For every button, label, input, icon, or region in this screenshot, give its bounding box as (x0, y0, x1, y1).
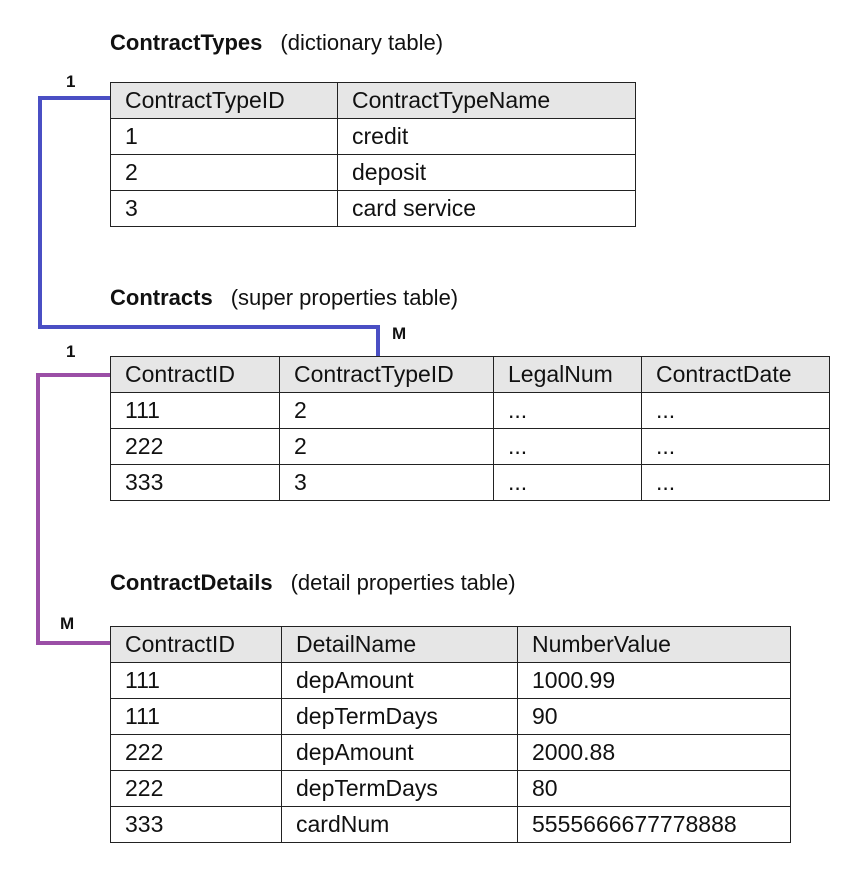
table-cell: 333 (111, 465, 280, 501)
table-cell: 3 (280, 465, 494, 501)
table-cell: 222 (111, 735, 282, 771)
cardinality-many-label: M (392, 324, 407, 343)
table-name: Contracts (110, 285, 213, 310)
table-subtitle: (super properties table) (230, 285, 459, 310)
cardinality-many-label: M (60, 614, 75, 633)
table-cell: 222 (111, 771, 282, 807)
table-name: ContractDetails (110, 570, 273, 595)
table-row (111, 699, 791, 735)
table-cell: ... (494, 429, 642, 465)
column-header: ContractTypeID (280, 357, 494, 393)
table-cell: depTermDays (282, 699, 518, 735)
table-cell: depAmount (282, 663, 518, 699)
table-header-row (111, 83, 636, 119)
table-title (110, 285, 458, 311)
cardinality-one-label: 1 (66, 342, 76, 361)
cardinality-one-label: 1 (66, 72, 76, 91)
table-cell: 111 (111, 663, 282, 699)
table-row (111, 663, 791, 699)
table-cell: ... (494, 465, 642, 501)
table-subtitle: (detail properties table) (290, 570, 516, 595)
table-cell: deposit (338, 155, 636, 191)
table-cell: depAmount (282, 735, 518, 771)
table-cell: 1 (111, 119, 338, 155)
table-cell: ... (642, 429, 830, 465)
table-cell: 3 (111, 191, 338, 227)
table-cell: ... (642, 393, 830, 429)
table-row (111, 191, 636, 227)
table-cell: 5555666677778888 (518, 807, 791, 843)
table-cell: card service (338, 191, 636, 227)
table-cell: ... (494, 393, 642, 429)
column-header: ContractTypeName (338, 83, 636, 119)
table-cell: 222 (111, 429, 280, 465)
table-cell: credit (338, 119, 636, 155)
table-title (110, 30, 443, 56)
contracttypes-table (110, 82, 636, 227)
table-cell: 2 (280, 393, 494, 429)
column-header: NumberValue (518, 627, 791, 663)
table-header-row (111, 627, 791, 663)
table-subtitle: (dictionary table) (280, 30, 444, 55)
column-header: ContractTypeID (111, 83, 338, 119)
column-header: ContractID (111, 627, 282, 663)
table-title (110, 570, 516, 596)
table-cell: 333 (111, 807, 282, 843)
table-cell: depTermDays (282, 771, 518, 807)
table-row (111, 807, 791, 843)
table-row (111, 735, 791, 771)
table-row (111, 771, 791, 807)
table-cell: 1000.99 (518, 663, 791, 699)
contractdetails-table (110, 626, 791, 843)
table-row (111, 393, 830, 429)
table-cell: 2 (280, 429, 494, 465)
column-header: LegalNum (494, 357, 642, 393)
table-cell: ... (642, 465, 830, 501)
table-header-row (111, 357, 830, 393)
table-cell: 111 (111, 393, 280, 429)
table-cell: cardNum (282, 807, 518, 843)
table-row (111, 155, 636, 191)
table-row (111, 429, 830, 465)
table-cell: 90 (518, 699, 791, 735)
table-cell: 2000.88 (518, 735, 791, 771)
column-header: DetailName (282, 627, 518, 663)
column-header: ContractID (111, 357, 280, 393)
table-name: ContractTypes (110, 30, 263, 55)
table-row (111, 119, 636, 155)
table-cell: 111 (111, 699, 282, 735)
table-cell: 80 (518, 771, 791, 807)
contracts-table (110, 356, 830, 501)
table-cell: 2 (111, 155, 338, 191)
table-row (111, 465, 830, 501)
column-header: ContractDate (642, 357, 830, 393)
